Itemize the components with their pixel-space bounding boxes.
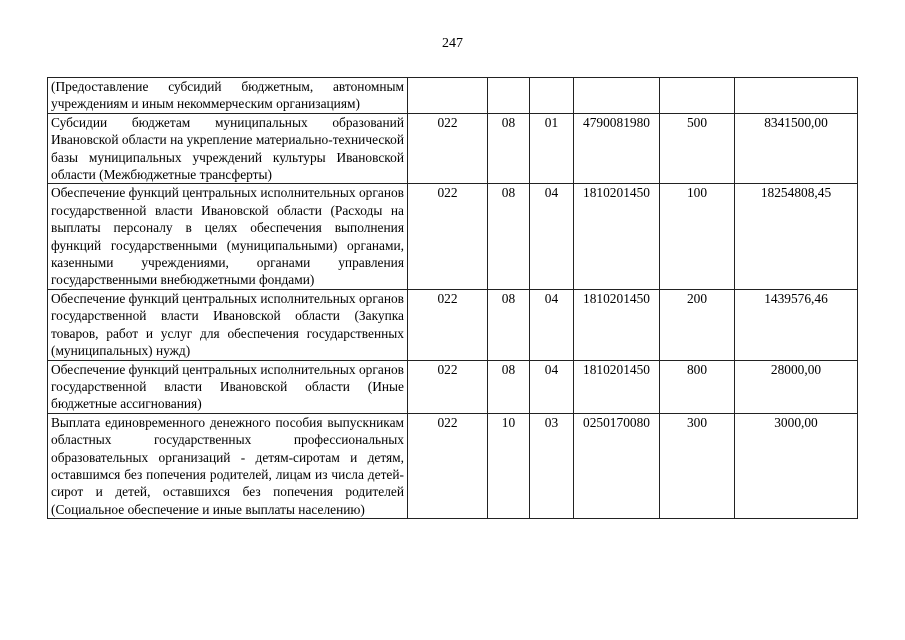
subsection-code (530, 78, 574, 114)
expense-type-code: 800 (660, 360, 735, 413)
ministry-code: 022 (408, 413, 488, 518)
table-row (48, 289, 858, 360)
section-code: 08 (488, 113, 530, 184)
target-code: 0250170080 (574, 413, 660, 518)
page-number: 247 (442, 36, 463, 51)
subsection-code: 01 (530, 113, 574, 184)
section-code: 08 (488, 360, 530, 413)
row-description: Обеспечение функций центральных исполнительных органов государственной власти Ивановской области (Иные бюджетные ассигнования) (48, 360, 408, 413)
ministry-code (408, 78, 488, 114)
budget-table (47, 77, 858, 519)
amount: 8341500,00 (735, 113, 858, 184)
target-code (574, 78, 660, 114)
table-row (48, 413, 858, 518)
row-description: Обеспечение функций центральных исполнительных органов государственной власти Ивановской области (Расходы на выплаты персоналу в целях обеспечения выполнения функций государственными (муниципальными) органами, казенными учреждениями, органами управления государственными внебюджетными фондами) (48, 184, 408, 289)
section-code: 08 (488, 289, 530, 360)
amount (735, 78, 858, 114)
subsection-code: 04 (530, 289, 574, 360)
ministry-code: 022 (408, 113, 488, 184)
target-code: 1810201450 (574, 360, 660, 413)
expense-type-code: 300 (660, 413, 735, 518)
amount: 18254808,45 (735, 184, 858, 289)
row-description: (Предоставление субсидий бюджетным, автономным учреждениям и иным некоммерческим организациям) (48, 78, 408, 114)
row-description: Субсидии бюджетам муниципальных образований Ивановской области на укрепление материально-технической базы муниципальных учреждений культуры Ивановской области (Межбюджетные трансферты) (48, 113, 408, 184)
target-code: 4790081980 (574, 113, 660, 184)
expense-type-code (660, 78, 735, 114)
subsection-code: 03 (530, 413, 574, 518)
expense-type-code: 100 (660, 184, 735, 289)
amount: 1439576,46 (735, 289, 858, 360)
target-code: 1810201450 (574, 289, 660, 360)
expense-type-code: 200 (660, 289, 735, 360)
target-code: 1810201450 (574, 184, 660, 289)
table-row (48, 360, 858, 413)
amount: 3000,00 (735, 413, 858, 518)
row-description: Обеспечение функций центральных исполнительных органов государственной власти Ивановской области (Закупка товаров, работ и услуг для обеспечения государственных (муниципальных) нужд) (48, 289, 408, 360)
ministry-code: 022 (408, 360, 488, 413)
section-code: 10 (488, 413, 530, 518)
amount: 28000,00 (735, 360, 858, 413)
ministry-code: 022 (408, 184, 488, 289)
row-description: Выплата единовременного денежного пособия выпускникам областных государственных профессиональных образовательных организаций - детям-сиротам и детям, оставшимся без попечения родителей, лицам из числа детей-сирот и детей, оставшихся без попечения родителей (Социальное обеспечение и иные выплаты населению) (48, 413, 408, 518)
subsection-code: 04 (530, 184, 574, 289)
table-row (48, 78, 858, 114)
section-code (488, 78, 530, 114)
table-row (48, 113, 858, 184)
ministry-code: 022 (408, 289, 488, 360)
section-code: 08 (488, 184, 530, 289)
expense-type-code: 500 (660, 113, 735, 184)
table-row (48, 184, 858, 289)
subsection-code: 04 (530, 360, 574, 413)
